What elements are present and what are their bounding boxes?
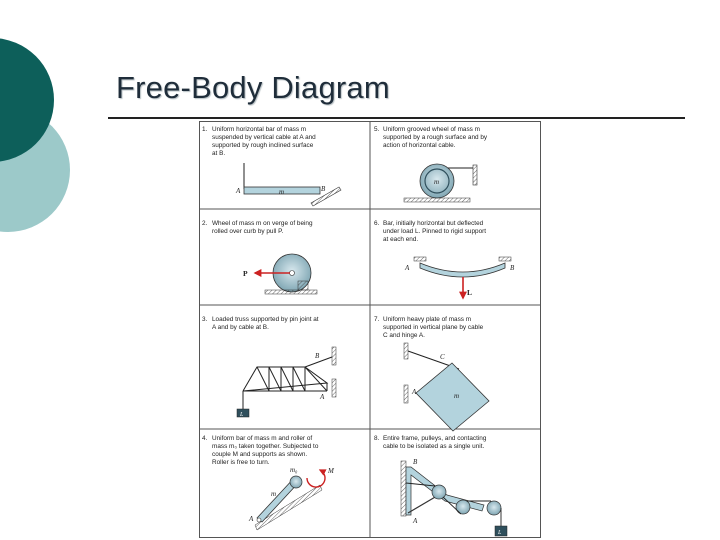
- point-a-label: A: [249, 515, 254, 523]
- panel-2-caption-line-1: Wheel of mass m on verge of being: [212, 220, 313, 227]
- panel-3-caption-line-1: Loaded truss supported by pin joint at: [212, 316, 319, 323]
- mass-label: m: [279, 188, 285, 196]
- panel-1-caption-line-3: supported by rough inclined surface: [212, 142, 314, 149]
- panel-1-caption-line-4: at B.: [212, 150, 226, 157]
- curb: [298, 281, 308, 290]
- mass-label: m: [454, 392, 460, 400]
- mass-label: m: [434, 178, 440, 186]
- roller-mass-label: m₀: [290, 466, 298, 474]
- panel-2-number: 2.: [202, 220, 208, 227]
- mass-label: m: [271, 490, 277, 498]
- free-body-diagram-figure: [199, 121, 541, 538]
- panel-8-caption-line-1: Entire frame, pulleys, and contacting: [383, 435, 487, 442]
- panel-4-caption-line-1: Uniform bar of mass m and roller of: [212, 435, 313, 442]
- point-a-label: A: [412, 388, 417, 396]
- lower-wall: [404, 385, 408, 403]
- panel-4-number: 4.: [202, 435, 208, 442]
- roller: [290, 476, 302, 488]
- wheel-hub: [290, 271, 295, 276]
- pulley-1: [432, 485, 446, 499]
- point-a-label: A: [405, 264, 410, 272]
- point-b-label: B: [510, 264, 515, 272]
- load-label: L: [240, 412, 244, 418]
- panel-5-number: 5.: [374, 126, 380, 133]
- ground: [265, 290, 317, 294]
- panel-6-caption-line-2: under load L. Pinned to rigid support: [383, 228, 487, 235]
- rough-surface: [404, 198, 470, 202]
- panel-8-caption-line-2: cable to be isolated as a single unit.: [383, 443, 485, 450]
- slide-title: Free-Body Diagram: [116, 70, 390, 105]
- panel-5-caption-line-3: action of horizontal cable.: [383, 142, 456, 149]
- panel-6-caption-line-3: at each end.: [383, 236, 419, 243]
- point-a-label: A: [413, 517, 418, 525]
- panel-7-caption-line-3: C and hinge A.: [383, 332, 425, 339]
- panel-7-number: 7.: [374, 316, 380, 323]
- point-a-label: A: [236, 187, 241, 195]
- couple-label: M: [328, 467, 334, 475]
- point-b-label: B: [413, 458, 418, 466]
- panel-4-caption-line-2: mass m₀ taken together. Subjected to: [212, 443, 319, 450]
- panel-1-caption-line-2: suspended by vertical cable at A and: [212, 134, 316, 141]
- panel-1-caption-line-1: Uniform horizontal bar of mass m: [212, 126, 307, 133]
- point-b-label: B: [315, 352, 320, 360]
- pulley-3: [487, 501, 501, 515]
- panel-3-number: 3.: [202, 316, 208, 323]
- lower-wall-support: [332, 379, 336, 397]
- point-a-label: A: [320, 393, 325, 401]
- upper-wall-support: [332, 347, 336, 365]
- panel-7-caption-line-1: Uniform heavy plate of mass m: [383, 316, 472, 323]
- panel-3-caption-line-2: A and by cable at B.: [212, 324, 269, 331]
- panel-5-caption-line-1: Uniform grooved wheel of mass m: [383, 126, 480, 133]
- panel-4-caption-line-3: couple M and supports as shown.: [212, 451, 308, 458]
- panel-5-caption-line-2: supported by a rough surface and by: [383, 134, 488, 141]
- point-b-label: B: [321, 185, 326, 193]
- panel-1-number: 1.: [202, 126, 208, 133]
- panel-6-caption-line-1: Bar, initially horizontal but deflected: [383, 220, 484, 227]
- panel-2-caption-line-2: rolled over curb by pull P.: [212, 228, 284, 235]
- load-label: L: [467, 288, 473, 297]
- load-label: L: [498, 530, 502, 536]
- point-c-label: C: [440, 353, 445, 361]
- pull-force-label: P: [243, 269, 248, 278]
- pin-a: [257, 518, 261, 522]
- title-underline: [108, 117, 685, 119]
- panel-6-number: 6.: [374, 220, 380, 227]
- upper-wall: [404, 343, 408, 359]
- wall-support: [473, 165, 477, 185]
- left-wall: [401, 461, 406, 516]
- panel-8-number: 8.: [374, 435, 380, 442]
- panel-4-caption-line-4: Roller is free to turn.: [212, 459, 270, 466]
- pulley-2: [456, 500, 470, 514]
- right-support: [499, 257, 511, 261]
- left-support: [414, 257, 426, 261]
- panel-7-caption-line-2: supported in vertical plane by cable: [383, 324, 484, 331]
